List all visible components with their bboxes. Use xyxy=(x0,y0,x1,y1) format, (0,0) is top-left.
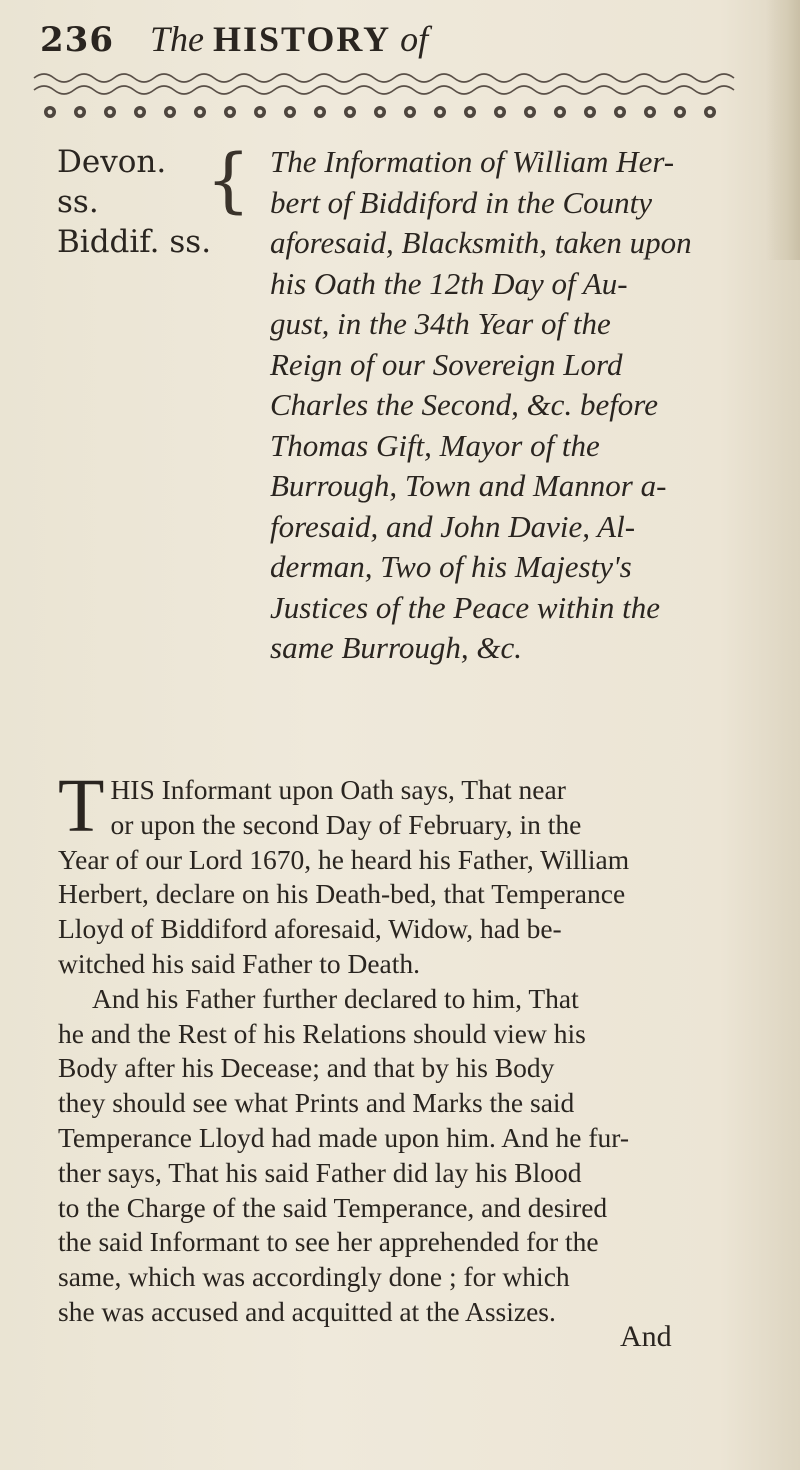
body-line: Year of our Lord 1670, he heard his Father, William xyxy=(58,843,630,875)
heading-line: foresaid, and John Davie, Al- xyxy=(270,508,636,544)
body-line: ther says, That his said Father did lay his Blood xyxy=(58,1156,582,1188)
body-line: Herbert, declare on his Death-bed, that Temperance xyxy=(58,878,626,910)
heading-line: Charles the Second, &c. before xyxy=(270,387,658,422)
body-line: same, which was accordingly done ; for which xyxy=(58,1261,570,1293)
margin-note-jurisdiction xyxy=(57,142,217,262)
heading-line: Justices of the Peace within the xyxy=(270,589,660,625)
body-line: or upon the second Day of February, in the xyxy=(110,808,582,840)
drop-cap: T xyxy=(58,764,105,848)
title-prefix: The xyxy=(150,19,204,59)
body-line: to the Charge of the said Temperance, and desired xyxy=(58,1191,608,1223)
body-line: they should see what Prints and Marks the said xyxy=(58,1087,575,1119)
heading-line: same Burrough, &c. xyxy=(270,630,522,665)
heading-line: The Information of William Her- xyxy=(270,144,675,179)
heading-line: Thomas Gift, Mayor of the xyxy=(270,427,600,463)
running-head xyxy=(40,12,720,64)
heading-line: Reign of our Sovereign Lord xyxy=(270,346,623,382)
information-heading xyxy=(270,142,770,669)
body-line: she was accused and acquitted at the Assizes. xyxy=(58,1295,556,1327)
body-line: he and the Rest of his Relations should view his xyxy=(58,1017,586,1049)
body-line: HIS Informant upon Oath says, That near xyxy=(110,774,566,805)
body-line: witched his said Father to Death. xyxy=(58,947,420,979)
body-line: Lloyd of Biddiford aforesaid, Widow, had be- xyxy=(58,913,562,945)
body-line: And his Father further declared to him, That xyxy=(92,982,579,1014)
body-line: Body after his Decease; and that by his Body xyxy=(58,1052,555,1084)
page-number: 236 xyxy=(40,20,114,60)
body-line: Temperance Lloyd had made upon him. And he fur- xyxy=(58,1121,630,1153)
margin-note-line: Devon. ss. xyxy=(57,144,167,220)
heading-line: gust, in the 34th Year of the xyxy=(270,306,611,341)
running-title xyxy=(150,18,428,60)
printers-ornament-band xyxy=(30,68,742,128)
heading-line: bert of Biddiford in the County xyxy=(270,184,653,220)
curly-brace: { xyxy=(206,139,251,221)
body-text xyxy=(58,764,770,1330)
title-suffix: of xyxy=(400,19,429,59)
page-edge-shadow xyxy=(766,0,800,260)
catchword: And xyxy=(620,1320,672,1353)
margin-note-line: Biddif. ss. xyxy=(57,224,212,260)
body-line: the said Informant to see her apprehended for the xyxy=(58,1226,599,1258)
title-main: HISTORY xyxy=(213,19,392,59)
heading-line: derman, Two of his Majesty's xyxy=(270,549,632,584)
heading-line: his Oath the 12th Day of Au- xyxy=(270,265,628,301)
heading-line: aforesaid, Blacksmith, taken upon xyxy=(270,225,692,260)
heading-line: Burrough, Town and Mannor a- xyxy=(270,468,667,503)
